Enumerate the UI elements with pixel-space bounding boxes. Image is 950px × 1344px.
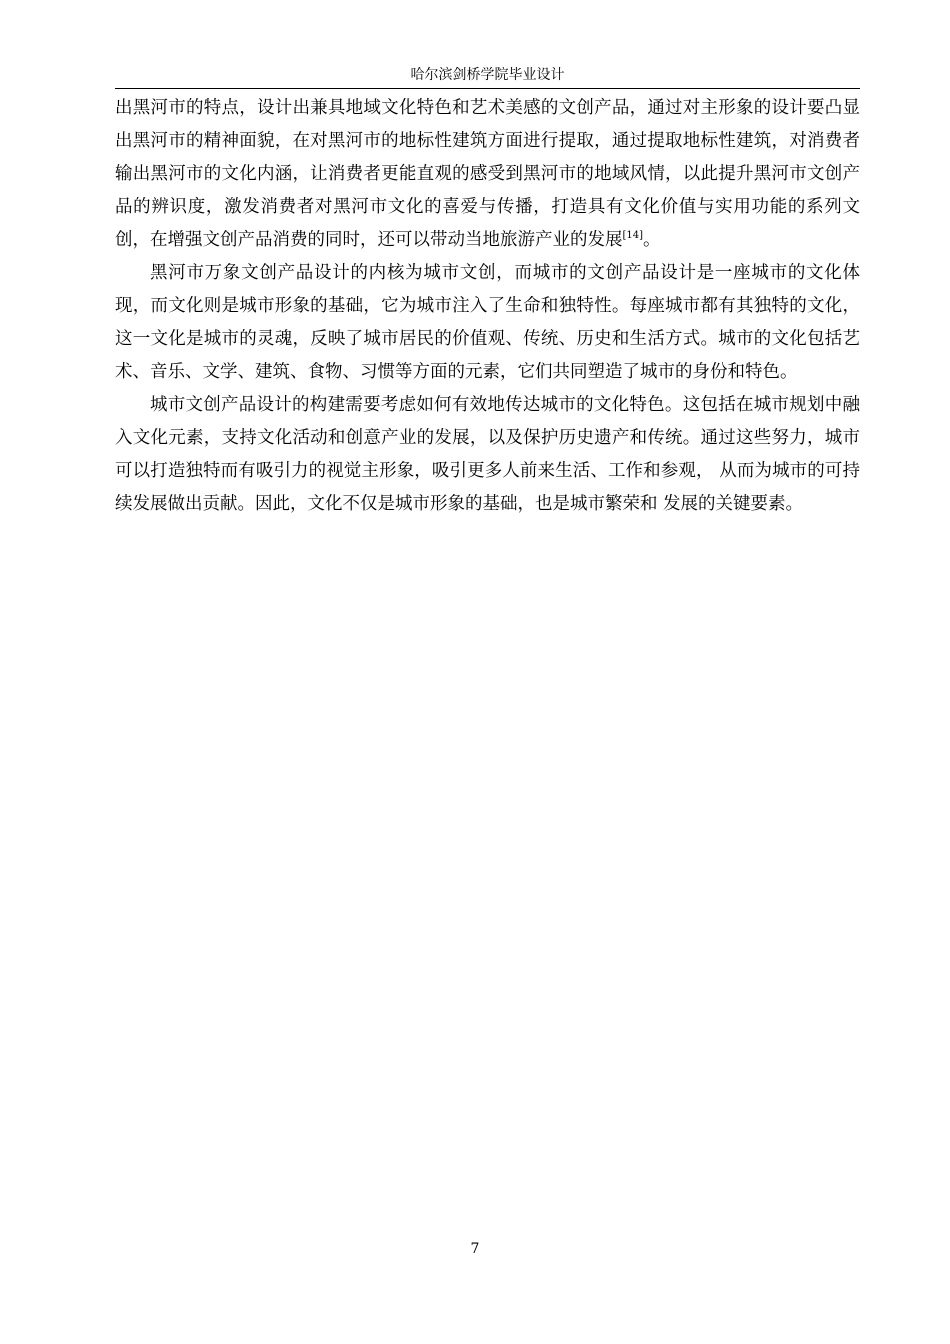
body-text	[115, 92, 860, 521]
citation-marker: [14]	[622, 230, 644, 242]
paragraph-design-construction: 城市文创产品设计的构建需要考虑如何有效地传达城市的文化特色。这包括在城市规划中融入文化元素，支持文化活动和创意产业的发展，以及保护历史遗产和传统。通过这些努力，城市可以打造独特而有吸引力的视觉主形象，吸引更多人前来生活、工作和参观， 从而为城市的可持续发展做出贡献。因此，文化不仅是城市形象的基础，也是城市繁荣和 发展的关键要素。	[115, 395, 860, 514]
paragraph-text: 出黑河市的特点，设计出兼具地域文化特色和艺术美感的文创产品，通过对主形象的设计要凸显出黑河市的精神面貌，在对黑河市的地标性建筑方面进行提取，通过提取地标性建筑，对消费者输出黑河市的文化内涵，让消费者更能直观的感受到黑河市的地域风情，以此提升黑河市文创产品的辨识度，激发消费者对黑河市文化的喜爱与传播，打造具有文化价值与实用功能的系列文创，在增强文创产品消费的同时，还可以带动当地旅游产业的发展	[115, 98, 860, 250]
header-divider	[115, 88, 860, 89]
paragraph-continuation	[115, 92, 860, 257]
paragraph-city-culture: 黑河市万象文创产品设计的内核为城市文创，而城市的文创产品设计是一座城市的文化体现，而文化则是城市形象的基础，它为城市注入了生命和独特性。每座城市都有其独特的文化，这一文化是城市的灵魂，反映了城市居民的价值观、传统、历史和生活方式。城市的文化包括艺术、音乐、文学、建筑、食物、习惯等方面的元素，它们共同塑造了城市的身份和特色。	[115, 263, 860, 382]
paragraph-end-punctuation: 。	[643, 230, 661, 250]
page-header: 哈尔滨剑桥学院毕业设计	[410, 67, 565, 83]
page-number: 7	[470, 1241, 480, 1257]
